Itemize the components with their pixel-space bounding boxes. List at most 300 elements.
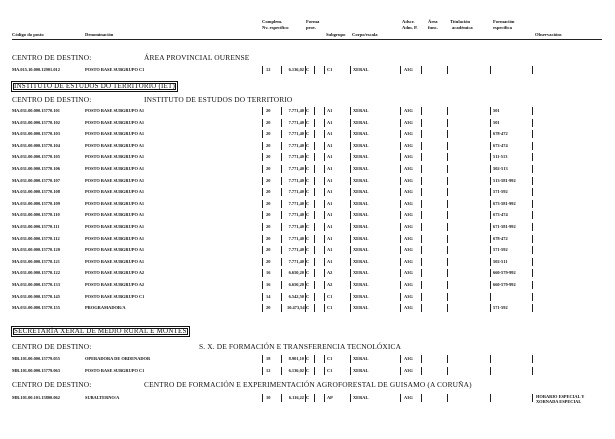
column-divider: [421, 304, 422, 312]
cell-adscr: A3G: [404, 224, 413, 229]
column-divider: [350, 165, 351, 173]
header-forma: Forma: [306, 19, 320, 24]
cell-forma: C: [306, 108, 310, 113]
cell-corpo: XERAL: [353, 293, 369, 299]
header-titulacion-academica: académica: [452, 25, 473, 30]
cell-denominacion: POSTO BASE SUBGRUPO A1: [85, 212, 145, 218]
cell-codigo: MA.031.00.000.15770.155: [12, 305, 60, 311]
cell-corpo: XERAL: [353, 235, 369, 241]
cell-corpo: XERAL: [353, 224, 369, 229]
cell-nv: 20: [266, 119, 271, 125]
column-divider: [314, 235, 315, 243]
column-divider: [400, 200, 401, 208]
column-divider: [490, 293, 491, 301]
column-divider: [421, 153, 422, 161]
cell-subgrupo: A1: [327, 200, 333, 206]
cell-nv: 16: [266, 282, 271, 287]
column-divider: [400, 223, 401, 231]
column-divider: [281, 188, 282, 196]
header-rule: [12, 39, 602, 40]
cell-nv: 20: [266, 177, 271, 183]
column-divider: [421, 142, 422, 150]
cell-corpo: XERAL: [353, 166, 369, 171]
column-divider: [400, 66, 401, 74]
cell-subgrupo: A1: [327, 189, 333, 195]
column-divider: [314, 246, 315, 254]
cell-codigo: MA.031.00.000.15770.133: [12, 282, 60, 287]
cell-subgrupo: A2: [327, 282, 333, 287]
cell-forma: C: [306, 200, 310, 206]
column-divider: [350, 394, 351, 402]
cell-nv: 20: [266, 224, 271, 229]
cell-formacion: 571-592: [493, 247, 508, 253]
column-divider: [281, 367, 282, 375]
column-divider: [400, 142, 401, 150]
table-row: [0, 257, 615, 267]
cell-complem: 6.650,20: [288, 270, 304, 276]
header-nv: Nv. específico: [262, 25, 289, 30]
column-divider: [350, 119, 351, 127]
column-divider: [281, 223, 282, 231]
column-divider: [262, 66, 263, 74]
column-divider: [262, 258, 263, 266]
column-divider: [350, 246, 351, 254]
cell-denominacion: POSTO BASE SUBGRUPO A1: [85, 154, 145, 160]
table-row: [0, 152, 615, 162]
cell-adscr: A3G: [404, 177, 413, 183]
cell-corpo: XERAL: [353, 212, 369, 218]
column-divider: [281, 355, 282, 363]
cell-corpo: XERAL: [353, 154, 369, 160]
column-divider: [324, 107, 325, 115]
column-divider: [490, 142, 491, 150]
column-divider: [314, 200, 315, 208]
column-divider: [400, 188, 401, 196]
column-divider: [447, 293, 448, 301]
cell-nv: 18: [266, 356, 271, 361]
column-divider: [281, 107, 282, 115]
centro-label: CENTRO DE DESTINO:: [12, 380, 92, 389]
header-complem: Complem.: [262, 19, 283, 24]
column-divider: [490, 355, 491, 363]
cell-codigo: MA.031.00.000.15770.110: [12, 212, 60, 218]
cell-subgrupo: A1: [327, 177, 333, 183]
cell-forma: C: [306, 67, 310, 72]
cell-forma: C: [306, 258, 310, 264]
cell-codigo: MA.031.00.000.15770.104: [12, 142, 60, 148]
cell-denominacion: POSTO BASE SUBGRUPO A2: [85, 270, 145, 276]
cell-codigo: MA.031.00.000.15770.145: [12, 293, 60, 299]
cell-corpo: XERAL: [353, 177, 369, 183]
column-divider: [400, 304, 401, 312]
header-area: Área: [428, 19, 438, 24]
cell-forma: C: [306, 270, 310, 276]
column-divider: [262, 355, 263, 363]
cell-adscr: A3G: [404, 119, 413, 125]
column-divider: [281, 142, 282, 150]
column-divider: [447, 269, 448, 277]
table-row: [0, 268, 615, 278]
cell-forma: C: [306, 282, 310, 287]
column-divider: [324, 66, 325, 74]
header-adscr: Adscr.: [402, 19, 415, 24]
table-row: [0, 65, 615, 75]
column-divider: [400, 130, 401, 138]
column-divider: [314, 188, 315, 196]
column-divider: [490, 281, 491, 289]
table-row: [0, 118, 615, 128]
header-formacion-especifica: específica: [493, 25, 512, 30]
cell-corpo: XERAL: [353, 270, 369, 276]
column-divider: [490, 165, 491, 173]
column-divider: [350, 304, 351, 312]
column-divider: [281, 258, 282, 266]
column-divider: [350, 211, 351, 219]
cell-adscr: A3G: [404, 212, 413, 218]
column-divider: [400, 211, 401, 219]
column-divider: [532, 246, 533, 254]
centro-name: INSTITUTO DE ESTUDOS DO TERRITORIO: [144, 95, 293, 104]
column-divider: [447, 304, 448, 312]
column-divider: [532, 258, 533, 266]
column-divider: [324, 235, 325, 243]
column-divider: [532, 355, 533, 363]
table-row: [0, 164, 615, 174]
column-divider: [281, 281, 282, 289]
column-divider: [324, 177, 325, 185]
column-divider: [532, 188, 533, 196]
column-divider: [490, 107, 491, 115]
cell-denominacion: POSTO BASE SUBGRUPO C1: [85, 293, 145, 299]
column-divider: [314, 211, 315, 219]
cell-adscr: A3G: [404, 395, 413, 400]
cell-formacion: 660-579-992: [493, 270, 516, 276]
cell-corpo: XERAL: [353, 131, 369, 137]
column-divider: [400, 293, 401, 301]
column-divider: [281, 394, 282, 402]
cell-nv: 12: [266, 367, 271, 373]
cell-forma: C: [306, 305, 310, 311]
cell-formacion: 571-592: [493, 305, 508, 311]
column-divider: [490, 153, 491, 161]
cell-complem: 7.771,40: [288, 235, 304, 241]
cell-subgrupo: C1: [327, 305, 333, 311]
column-divider: [421, 223, 422, 231]
column-divider: [532, 281, 533, 289]
column-divider: [532, 107, 533, 115]
column-divider: [281, 119, 282, 127]
column-divider: [490, 188, 491, 196]
column-divider: [262, 200, 263, 208]
column-divider: [350, 200, 351, 208]
cell-forma: C: [306, 154, 310, 160]
column-divider: [421, 211, 422, 219]
column-divider: [421, 165, 422, 173]
cell-complem: 7.771,40: [288, 247, 304, 253]
column-divider: [447, 119, 448, 127]
column-divider: [314, 367, 315, 375]
cell-complem: 7.771,40: [288, 258, 304, 264]
centro-name: ÁREA PROVINCIAL OURENSE: [144, 53, 250, 62]
column-divider: [262, 281, 263, 289]
cell-subgrupo: A1: [327, 235, 333, 241]
table-row: [0, 303, 615, 313]
cell-subgrupo: C1: [327, 293, 333, 299]
column-divider: [421, 258, 422, 266]
column-divider: [350, 130, 351, 138]
cell-denominacion: POSTO BASE SUBGRUPO A1: [85, 166, 145, 171]
column-divider: [421, 66, 422, 74]
cell-forma: C: [306, 131, 310, 137]
column-divider: [490, 119, 491, 127]
column-divider: [324, 367, 325, 375]
column-divider: [262, 246, 263, 254]
cell-nv: 12: [266, 67, 271, 72]
cell-corpo: XERAL: [353, 282, 369, 287]
cell-subgrupo: AP: [327, 395, 333, 400]
header-titulacion: Titulación: [450, 19, 471, 24]
column-divider: [314, 293, 315, 301]
cell-complem: 6.136,02: [288, 67, 304, 72]
cell-complem: 8.901,10: [288, 356, 304, 361]
column-divider: [490, 269, 491, 277]
column-divider: [447, 281, 448, 289]
cell-complem: 7.771,40: [288, 131, 304, 137]
column-divider: [314, 130, 315, 138]
cell-forma: C: [306, 395, 310, 400]
column-divider: [490, 200, 491, 208]
table-row: [0, 222, 615, 232]
centro-name: CENTRO DE FORMACIÓN E EXPERIMENTACIÓN AGROFORESTAL DE GUISAMO (A CORUÑA): [144, 380, 472, 389]
column-divider: [314, 177, 315, 185]
cell-denominacion: POSTO BASE SUBGRUPO C1: [85, 367, 145, 373]
column-divider: [400, 107, 401, 115]
column-divider: [314, 269, 315, 277]
column-divider: [314, 66, 315, 74]
column-divider: [350, 153, 351, 161]
cell-corpo: XERAL: [353, 67, 369, 72]
column-divider: [324, 223, 325, 231]
header-observacions: Observacións: [535, 32, 562, 37]
centro-name: S. X. DE FORMACIÓN E TRANSFERENCIA TECNOLÓXICA: [199, 342, 402, 351]
cell-adscr: A3G: [404, 305, 413, 311]
cell-subgrupo: C1: [327, 67, 333, 72]
column-divider: [324, 130, 325, 138]
column-divider: [262, 293, 263, 301]
column-divider: [447, 235, 448, 243]
column-divider: [324, 246, 325, 254]
column-divider: [314, 281, 315, 289]
cell-formacion: 501: [493, 119, 500, 125]
column-divider: [490, 66, 491, 74]
header-forma-prov: prov.: [306, 25, 316, 30]
column-divider: [447, 246, 448, 254]
column-divider: [421, 293, 422, 301]
column-divider: [281, 293, 282, 301]
cell-subgrupo: A1: [327, 247, 333, 253]
cell-subgrupo: A1: [327, 142, 333, 148]
cell-denominacion: POSTO BASE SUBGRUPO A1: [85, 119, 145, 125]
cell-complem: 7.771,40: [288, 166, 304, 171]
cell-codigo: MA.031.00.000.15770.103: [12, 131, 60, 137]
column-divider: [532, 130, 533, 138]
cell-adscr: A3G: [404, 142, 413, 148]
cell-codigo: MA.031.00.000.15770.105: [12, 154, 60, 160]
cell-subgrupo: C1: [327, 367, 333, 373]
table-row: [0, 141, 615, 151]
cell-formacion: 513-581-992: [493, 177, 516, 183]
cell-adscr: A3G: [404, 131, 413, 137]
column-divider: [262, 130, 263, 138]
cell-denominacion: OPERADORA DE ORDENADOR: [85, 356, 151, 361]
cell-corpo: XERAL: [353, 189, 369, 195]
column-divider: [490, 246, 491, 254]
column-divider: [324, 165, 325, 173]
header-area-func: func.: [428, 25, 438, 30]
cell-forma: C: [306, 177, 310, 183]
cell-nv: 20: [266, 131, 271, 137]
column-divider: [490, 130, 491, 138]
column-divider: [324, 304, 325, 312]
column-divider: [281, 153, 282, 161]
cell-formacion: 678-472: [493, 131, 508, 137]
column-divider: [447, 177, 448, 185]
column-divider: [262, 142, 263, 150]
cell-corpo: XERAL: [353, 108, 369, 113]
column-divider: [490, 304, 491, 312]
column-divider: [400, 269, 401, 277]
column-divider: [447, 188, 448, 196]
cell-formacion: 660-579-992: [493, 282, 516, 287]
cell-subgrupo: A1: [327, 154, 333, 160]
column-divider: [400, 119, 401, 127]
cell-adscr: A3G: [404, 166, 413, 171]
centro-label: CENTRO DE DESTINO:: [12, 342, 92, 351]
cell-formacion: 673-581-992: [493, 200, 516, 206]
cell-codigo: MA.031.00.000.15770.101: [12, 108, 60, 113]
column-divider: [447, 165, 448, 173]
column-divider: [324, 281, 325, 289]
cell-codigo: MR.101.00.000.15779.055: [12, 356, 60, 361]
table-row: [0, 129, 615, 139]
cell-subgrupo: C1: [327, 356, 333, 361]
column-divider: [532, 66, 533, 74]
column-divider: [281, 211, 282, 219]
cell-adscr: A3G: [404, 356, 413, 361]
cell-forma: C: [306, 293, 310, 299]
cell-adscr: A3G: [404, 293, 413, 299]
cell-formacion: 678-472: [493, 235, 508, 241]
cell-forma: C: [306, 247, 310, 253]
cell-nv: 20: [266, 108, 271, 113]
cell-formacion: 673-474: [493, 212, 508, 218]
column-divider: [262, 107, 263, 115]
column-divider: [281, 246, 282, 254]
cell-codigo: MA.031.00.000.15770.109: [12, 200, 60, 206]
cell-codigo: MA.031.00.000.15770.106: [12, 166, 60, 171]
cell-corpo: XERAL: [353, 395, 369, 400]
cell-denominacion: POSTO BASE SUBGRUPO A1: [85, 189, 145, 195]
cell-codigo: MA.031.00.000.15770.111: [12, 224, 60, 229]
cell-complem: 7.771,40: [288, 154, 304, 160]
header-adscr-adm: Adm. P.: [402, 25, 418, 30]
header-formacion: Formación: [493, 19, 515, 24]
column-divider: [532, 235, 533, 243]
cell-codigo: MA.015.10.000.12901.012: [12, 67, 60, 72]
cell-adscr: A3G: [404, 258, 413, 264]
column-divider: [324, 188, 325, 196]
cell-forma: C: [306, 119, 310, 125]
cell-denominacion: POSTO BASE SUBGRUPO A1: [85, 142, 145, 148]
cell-formacion: 671-581-992: [493, 224, 516, 229]
column-divider: [447, 142, 448, 150]
centro-label: CENTRO DE DESTINO:: [12, 53, 92, 62]
cell-forma: C: [306, 166, 310, 171]
cell-corpo: XERAL: [353, 356, 369, 361]
column-divider: [262, 304, 263, 312]
column-divider: [262, 177, 263, 185]
column-divider: [324, 153, 325, 161]
column-divider: [400, 281, 401, 289]
cell-adscr: A3G: [404, 108, 413, 113]
cell-codigo: MA.031.00.000.15770.107: [12, 177, 60, 183]
cell-complem: 6.136,02: [288, 367, 304, 373]
column-divider: [262, 367, 263, 375]
column-divider: [490, 223, 491, 231]
column-divider: [281, 165, 282, 173]
table-row: [0, 234, 615, 244]
cell-adscr: A3G: [404, 189, 413, 195]
column-divider: [421, 367, 422, 375]
cell-codigo: MA.031.00.000.15770.121: [12, 258, 60, 264]
column-divider: [532, 142, 533, 150]
header-codigo: Código do posto: [12, 32, 44, 37]
cell-nv: 20: [266, 305, 271, 311]
centro-label: CENTRO DE DESTINO:: [12, 95, 92, 104]
cell-subgrupo: A1: [327, 212, 333, 218]
column-divider: [350, 177, 351, 185]
column-divider: [421, 281, 422, 289]
cell-denominacion: POSTO BASE SUBGRUPO A1: [85, 224, 145, 229]
cell-forma: C: [306, 356, 310, 361]
column-divider: [314, 223, 315, 231]
cell-corpo: XERAL: [353, 258, 369, 264]
column-divider: [324, 355, 325, 363]
cell-corpo: XERAL: [353, 119, 369, 125]
cell-nv: 16: [266, 270, 271, 276]
column-divider: [490, 211, 491, 219]
table-row: [0, 176, 615, 186]
column-divider: [447, 258, 448, 266]
column-divider: [490, 367, 491, 375]
cell-adscr: A3G: [404, 67, 413, 72]
column-divider: [262, 165, 263, 173]
column-divider: [447, 200, 448, 208]
cell-denominacion: PROGRAMADOR/A: [85, 305, 126, 311]
cell-nv: 14: [266, 293, 271, 299]
column-divider: [421, 235, 422, 243]
cell-subgrupo: A1: [327, 224, 333, 229]
cell-subgrupo: A1: [327, 131, 333, 137]
column-divider: [262, 235, 263, 243]
cell-formacion: 502-513: [493, 166, 508, 171]
column-divider: [262, 394, 263, 402]
cell-codigo: MA.031.00.000.15770.120: [12, 247, 60, 253]
column-divider: [314, 153, 315, 161]
cell-codigo: MR.101.00.000.15779.063: [12, 367, 60, 373]
cell-corpo: XERAL: [353, 142, 369, 148]
column-divider: [532, 211, 533, 219]
